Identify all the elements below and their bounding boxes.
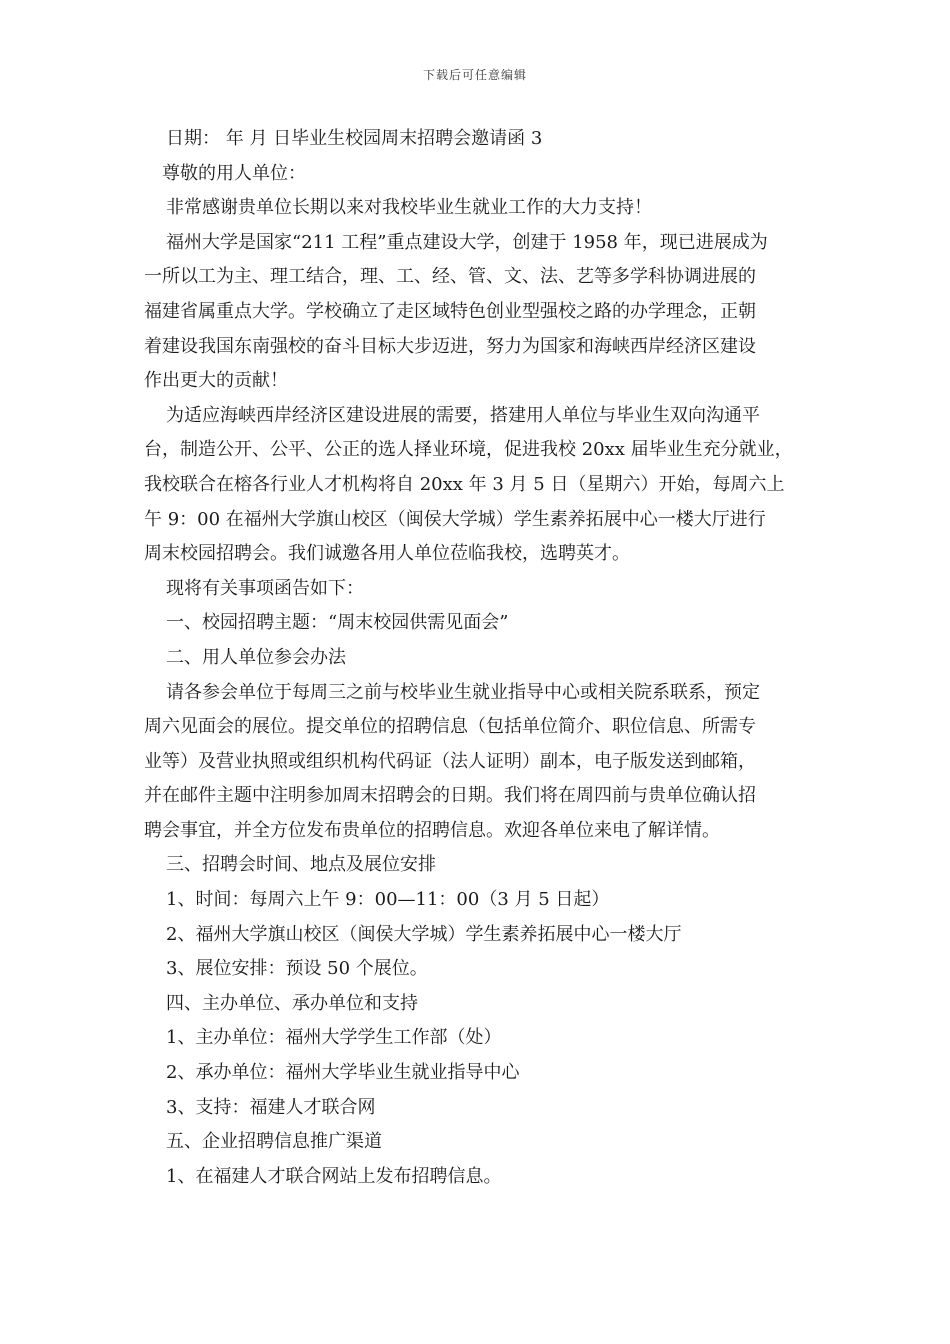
text-line: 周六见面会的展位。提交单位的招聘信息（包括单位简介、职位信息、所需专 — [144, 716, 756, 738]
text-line: 现将有关事项函告如下： — [166, 577, 364, 599]
text-line: 1、时间：每周六上午 9：00—11：00（3 月 5 日起） — [166, 889, 610, 911]
text-line: 业等）及营业执照或组织机构代码证（法人证明）副本，电子版发送到邮箱， — [144, 750, 756, 772]
text-line: 一所以工为主、理工结合，理、工、经、管、文、法、艺等多学科协调进展的 — [144, 266, 756, 288]
text-line: 为适应海峡西岸经济区建设进展的需要，搭建用人单位与毕业生双向沟通平 — [166, 404, 760, 426]
text-line: 1、在福建人才联合网站上发布招聘信息。 — [166, 1165, 502, 1187]
text-line: 午 9：00 在福州大学旗山校区（闽侯大学城）学生素养拓展中心一楼大厅进行 — [144, 508, 766, 530]
text-line: 2、福州大学旗山校区（闽侯大学城）学生素养拓展中心一楼大厅 — [166, 923, 682, 945]
text-line: 二、用人单位参会办法 — [166, 646, 346, 668]
text-line: 一、校园招聘主题：“周末校园供需见面会” — [166, 612, 509, 634]
text-line: 周末校园招聘会。我们诚邀各用人单位莅临我校，选聘英才。 — [144, 543, 630, 565]
text-line: 请各参会单位于每周三之前与校毕业生就业指导中心或相关院系联系，预定 — [166, 681, 760, 703]
text-line: 尊敬的用人单位： — [162, 162, 306, 184]
text-line: 三、招聘会时间、地点及展位安排 — [166, 854, 436, 876]
page-header-note: 下载后可任意编辑 — [422, 68, 527, 82]
text-line: 福州大学是国家“211 工程”重点建设大学，创建于 1958 年，现已进展成为 — [166, 231, 768, 253]
text-line: 并在邮件主题中注明参加周末招聘会的日期。我们将在周四前与贵单位确认招 — [144, 785, 756, 807]
text-line: 日期： 年 月 日毕业生校园周末招聘会邀请函 3 — [166, 128, 543, 149]
text-line: 我校联合在榕各行业人才机构将自 20xx 年 3 月 5 日（星期六）开始，每周六上 — [144, 473, 785, 495]
text-line: 非常感谢贵单位长期以来对我校毕业生就业工作的大力支持！ — [166, 197, 652, 219]
text-line: 着建设我国东南强校的奋斗目标大步迈进，努力为国家和海峡西岸经济区建设 — [144, 335, 756, 357]
text-line: 2、承办单位：福州大学毕业生就业指导中心 — [166, 1062, 520, 1084]
text-line: 四、主办单位、承办单位和支持 — [166, 992, 418, 1014]
text-line: 福建省属重点大学。学校确立了走区域特色创业型强校之路的办学理念，正朝 — [144, 300, 756, 322]
text-line: 3、支持：福建人才联合网 — [166, 1096, 376, 1118]
text-line: 五、企业招聘信息推广渠道 — [166, 1131, 382, 1153]
text-line: 1、主办单位：福州大学学生工作部（处） — [166, 1027, 502, 1049]
text-line: 聘会事宜，并全方位发布贵单位的招聘信息。欢迎各单位来电了解详情。 — [144, 819, 720, 841]
text-line: 作出更大的贡献！ — [144, 370, 288, 392]
text-line: 3、展位安排：预设 50 个展位。 — [166, 958, 428, 980]
document-body — [144, 122, 810, 1194]
text-line: 台，制造公开、公平、公正的选人择业环境，促进我校 20xx 届毕业生充分就业， — [144, 439, 793, 461]
